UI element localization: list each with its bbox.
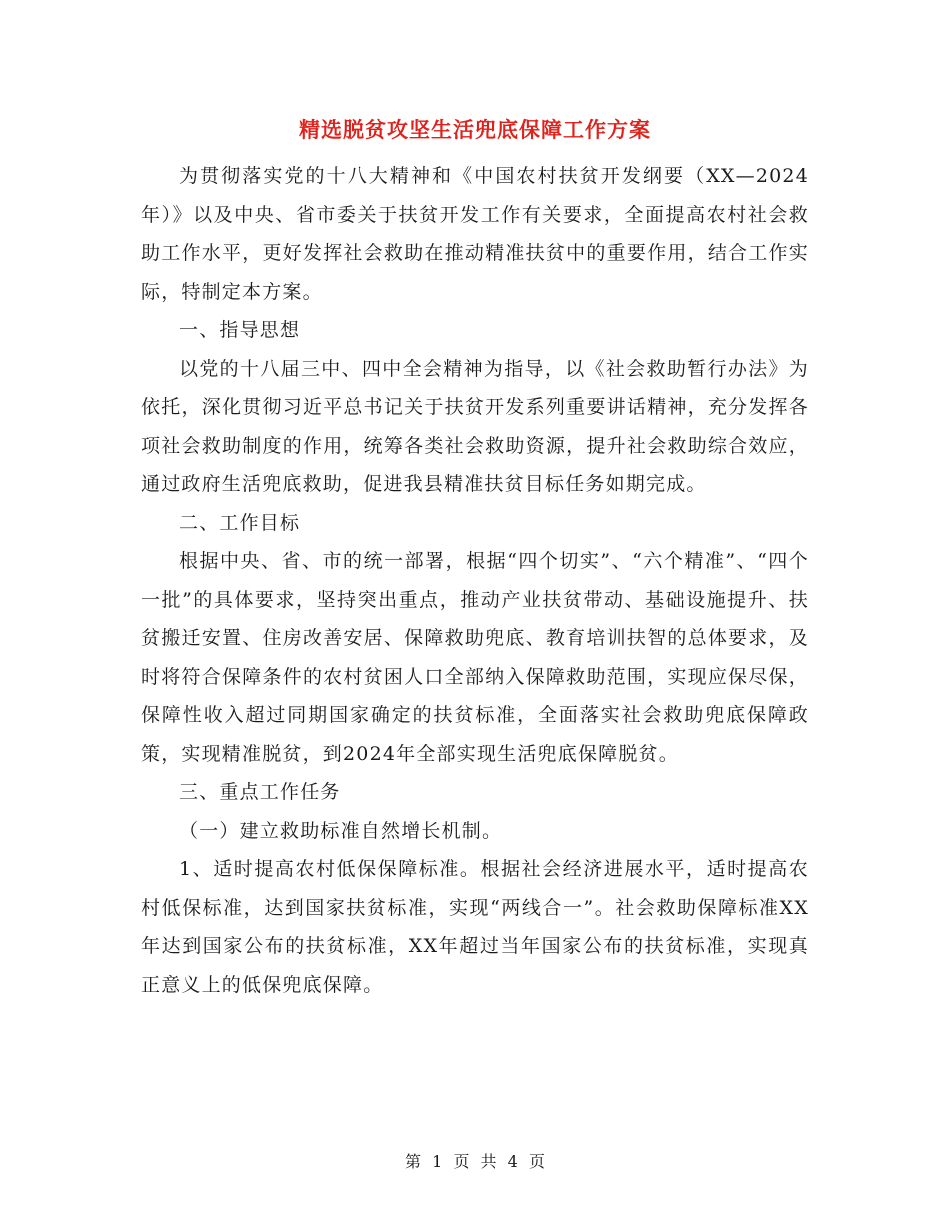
footer-total-pages: 4 (507, 1152, 518, 1171)
paragraph-raise-standards: 1、适时提高农村低保保障标准。根据社会经济进展水平，适时提高农村低保标准，达到国家扶贫标准，实现“两线合一”。社会救助保障标准XX年达到国家公布的扶贫标准，XX年超过当年国家公布的扶贫标准，实现真正意义上的低保兜底保障。 (141, 858, 809, 996)
footer-current-page: 1 (432, 1152, 443, 1171)
footer-page-label: 页 (453, 1152, 470, 1171)
paragraph-guiding-ideology: 以党的十八届三中、四中全会精神为指导，以《社会救助暂行办法》为依托，深化贯彻习近平总书记关于扶贫开发系列重要讲话精神，充分发挥各项社会救助制度的作用，统筹各类社会救助资源，提升社会救助综合效应，通过政府生活兜底救助，促进我县精准扶贫目标任务如期完成。 (141, 357, 809, 495)
section-heading-key-tasks: 三、重点工作任务 (179, 781, 341, 803)
page-footer (0, 1150, 950, 1174)
footer-prefix: 第 (405, 1152, 422, 1171)
footer-total-label: 共 (480, 1152, 497, 1171)
document-title: 精选脱贫攻坚生活兜底保障工作方案 (299, 117, 651, 142)
paragraph-intro: 为贯彻落实党的十八大精神和《中国农村扶贫开发纲要（XX—2024年）》以及中央、省市委关于扶贫开发工作有关要求，全面提高农村社会救助工作水平，更好发挥社会救助在推动精准扶贫中的重要作用，结合工作实际，特制定本方案。 (141, 165, 809, 303)
document-body (141, 157, 809, 1004)
footer-suffix: 页 (528, 1152, 545, 1171)
paragraph-work-goals: 根据中央、省、市的统一部署，根据“四个切实”、“六个精准”、“四个一批”的具体要求，坚持突出重点，推动产业扶贫带动、基础设施提升、扶贫搬迁安置、住房改善安居、保障救助兜底、教育培训扶智的总体要求，及时将符合保障条件的农村贫困人口全部纳入保障救助范围，实现应保尽保，保障性收入超过同期国家确定的扶贫标准，全面落实社会救助兜底保障政策，实现精准脱贫，到2024年全部实现生活兜底保障脱贫。 (141, 550, 809, 765)
subsection-heading-standard-mechanism: （一）建立救助标准自然增长机制。 (179, 819, 503, 842)
section-heading-guiding-ideology: 一、指导思想 (179, 319, 301, 341)
section-heading-work-goals: 二、工作目标 (179, 511, 301, 534)
